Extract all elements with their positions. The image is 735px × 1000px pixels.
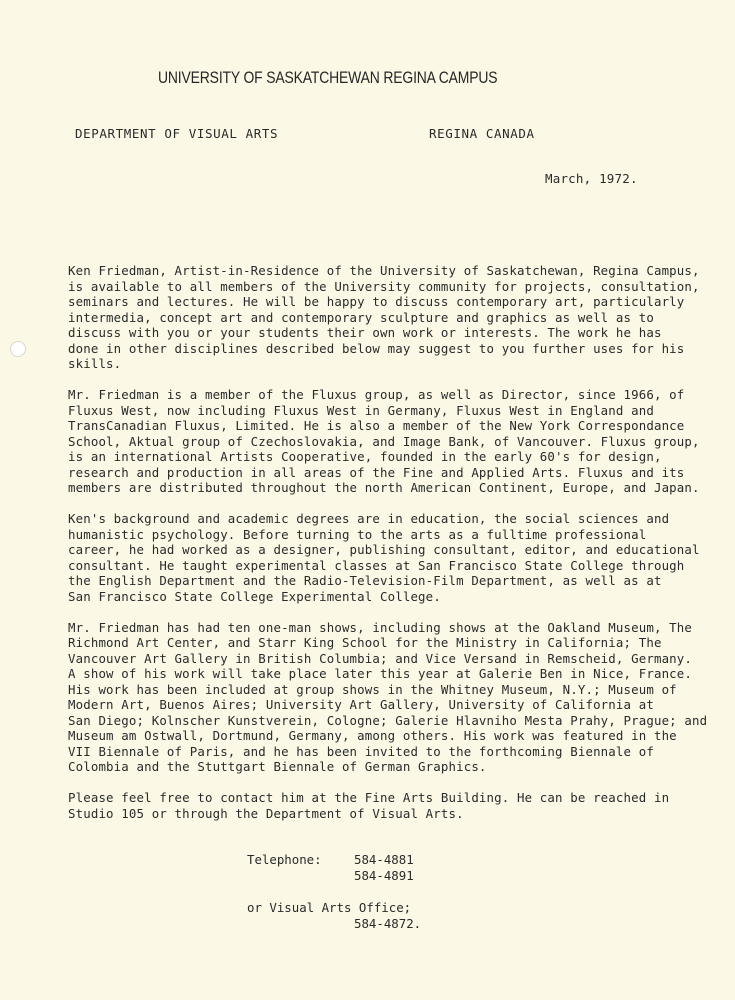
paragraph-line: Please feel free to contact him at the Fine Arts Building. He can be reached in [68,790,670,805]
paragraph-line: Colombia and the Stuttgart Biennale of German Graphics. [68,759,487,774]
paragraph-line: the English Department and the Radio-Television-Film Department, as well as at [68,573,662,588]
paragraph-line: research and production in all areas of the Fine and Applied Arts. Fluxus and its [68,464,685,480]
phone-number-2: 584-4891 [354,868,414,883]
paragraph-line: Mr. Friedman is a member of the Fluxus group, as well as Director, since 1966, of [68,387,685,402]
paragraph-line: Studio 105 or through the Department of Visual Arts. [68,805,464,821]
paragraph-line: intermedia, concept art and contemporary sculpture and graphics as well as to [68,309,654,325]
paragraph-line: Richmond Art Center, and Starr King School for the Ministry in California; The [68,635,662,650]
phone-number-1: 584-4881 [354,852,414,867]
paragraph-line: TransCanadian Fluxus, Limited. He is also a member of the New York Correspondance [68,418,685,433]
location: REGINA CANADA [429,126,535,141]
paragraph-line: discuss with you or your students their own work or interests. The work he has [68,325,662,340]
paragraph-line: is available to all members of the University community for projects, consultation, [68,278,700,294]
paragraph-line: Ken's background and academic degrees are in education, the social sciences and [68,511,670,526]
institution-letterhead: UNIVERSITY OF SASKATCHEWAN REGINA CAMPUS [158,68,498,87]
paragraph-line: VII Biennale of Paris, and he has been invited to the forthcoming Biennale of [68,743,654,759]
paragraph-line: Museum am Ostwall, Dortmund, Germany, among others. His work was featured in the [68,728,677,743]
paragraph-line: members are distributed throughout the north American Continent, Europe, and Japan. [68,480,700,495]
letter-date: March, 1972. [545,171,638,186]
department-name: DEPARTMENT OF VISUAL ARTS [75,126,279,141]
body-paragraph [68,387,718,496]
paragraph-line: is an international Artists Cooperative, founded in the early 60's for design, [68,449,662,464]
paragraph-line: A show of his work will take place later this year at Galerie Ben in Nice, France. [68,666,693,681]
paragraph-line: Vancouver Art Gallery in British Columbia; and Vice Versand in Remscheid, Germany. [68,650,693,666]
paragraph-line: career, he had worked as a designer, publishing consultant, editor, and educational [68,542,700,557]
paragraph-line: Modern Art, Buenos Aires; University Art Gallery, University of California at [68,697,654,712]
office-phone: 584-4872. [354,916,422,931]
telephone-label: Telephone: [247,852,322,867]
paragraph-line: consultant. He taught experimental classes at San Francisco State College through [68,557,685,573]
office-label: or Visual Arts Office; [247,900,412,915]
paragraph-line: San Francisco State College Experimental College. [68,588,441,604]
paragraph-line: Mr. Friedman has had ten one-man shows, including shows at the Oakland Museum, The [68,619,693,635]
letter-body [68,263,718,837]
paragraph-line: Ken Friedman, Artist-in-Residence of the University of Saskatchewan, Regina Campus, [68,263,700,278]
paragraph-line: San Diego; Kolnscher Kunstverein, Cologne; Galerie Hlavniho Mesta Prahy, Prague; and [68,712,708,728]
body-paragraph [68,620,718,775]
paragraph-line: done in other disciplines described below may suggest to you further uses for his [68,340,685,356]
body-paragraph [68,511,718,604]
paragraph-line: His work has been included at group shows in the Whitney Museum, N.Y.; Museum of [68,681,677,697]
paragraph-line: humanistic psychology. Before turning to the arts as a fulltime professional [68,526,647,542]
punch-hole [10,341,26,357]
body-paragraph [68,790,718,821]
paragraph-line: seminars and lectures. He will be happy to discuss contemporary art, particularly [68,294,685,309]
body-paragraph [68,263,718,372]
paragraph-line: School, Aktual group of Czechoslovakia, and Image Bank, of Vancouver. Fluxus group, [68,433,700,449]
paragraph-line: Fluxus West, now including Fluxus West in Germany, Fluxus West in England and [68,402,654,418]
paragraph-line: skills. [68,356,122,371]
